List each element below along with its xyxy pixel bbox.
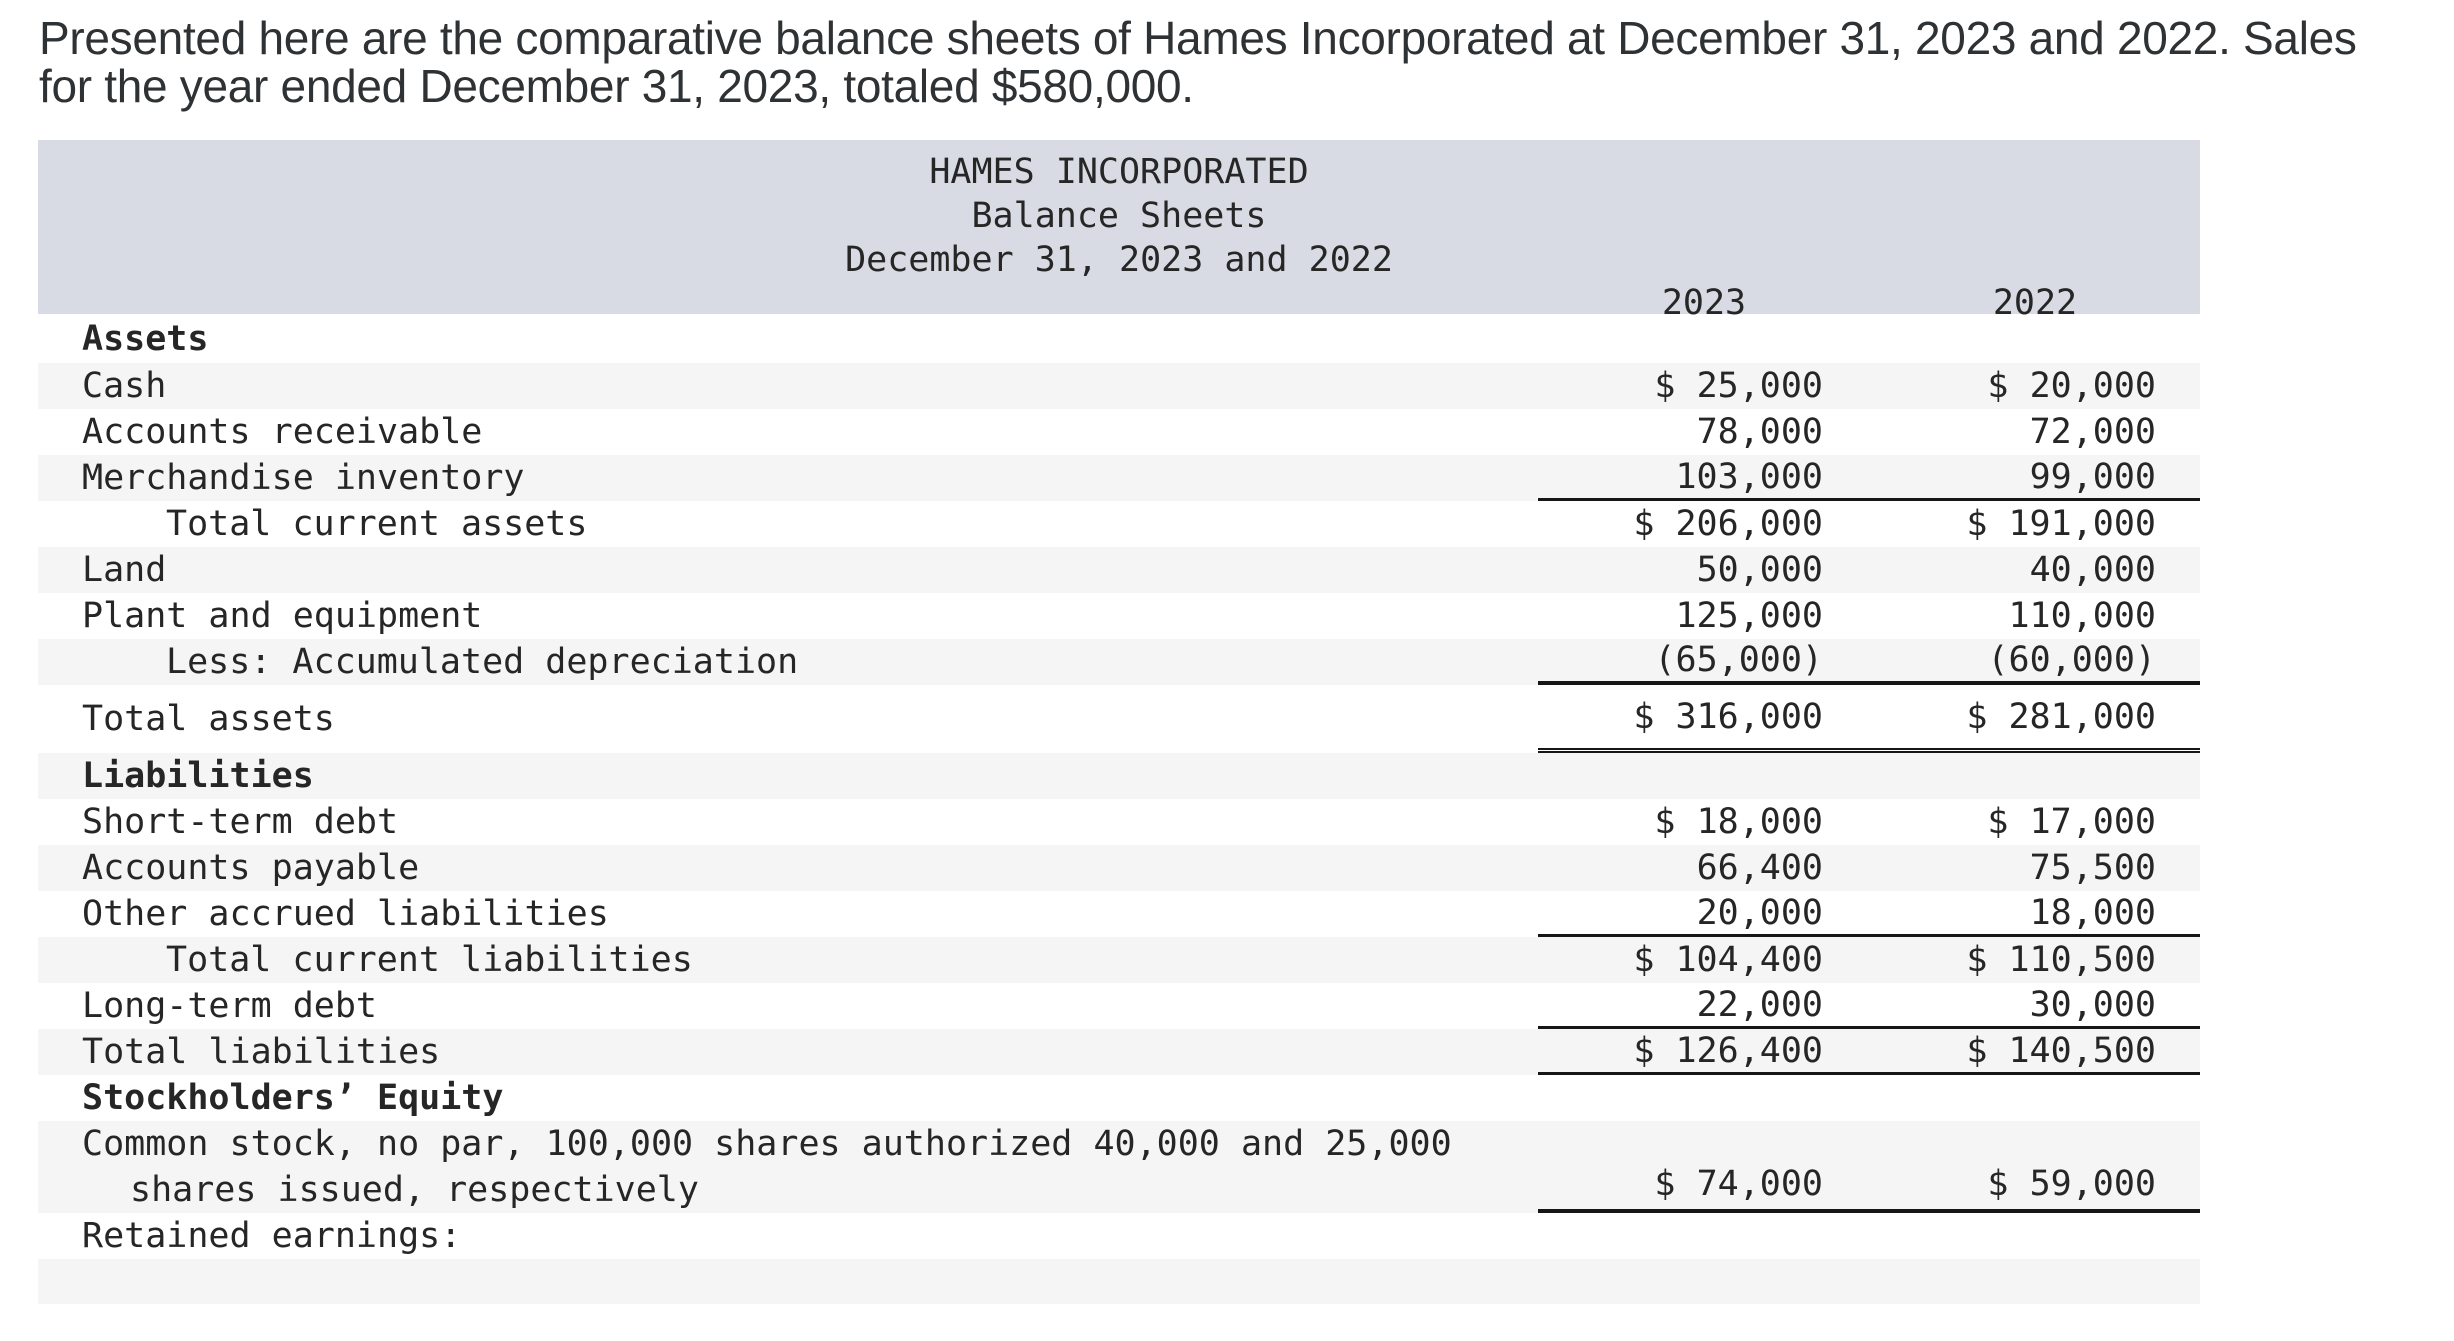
table-row-accumulated-depreciation: [38, 639, 2200, 685]
row-label: Other accrued liabilities: [82, 894, 609, 934]
year-column-header-2022: 2022: [1992, 283, 2078, 323]
row-label: Total current assets: [166, 504, 588, 544]
value-2022: [1870, 1213, 2200, 1259]
row-label: Stockholders’ Equity: [82, 1078, 504, 1118]
value-2022: $ 20,000: [1987, 366, 2156, 406]
value-2022: 18,000: [1870, 891, 2200, 937]
value-2023: [1538, 314, 1870, 363]
table-row-section-stockholders-equity: [38, 1075, 2200, 1121]
row-label: [38, 1121, 1538, 1213]
value-2023: $ 206,000: [1633, 504, 1823, 544]
table-row-short-term-debt: [38, 799, 2200, 845]
value-2023: $ 316,000: [1538, 685, 1870, 753]
table-row-section-liabilities: [38, 753, 2200, 799]
table-row-merchandise-inventory: [38, 455, 2200, 501]
statement-subtitle: Balance Sheets: [971, 196, 1267, 236]
row-label: Liabilities: [82, 756, 314, 796]
value-2022: $ 59,000: [1870, 1121, 2200, 1213]
intro-line-1: Presented here are the comparative balance sheets of Hames Incorporated at December 31, 2023 and 2022. Sales: [39, 12, 2357, 64]
value-2023: (65,000): [1538, 639, 1870, 685]
table-row-long-term-debt: [38, 983, 2200, 1029]
table-row-plant-and-equipment: [38, 593, 2200, 639]
value-2022: 75,500: [2029, 848, 2156, 888]
value-2023: $ 74,000: [1538, 1121, 1870, 1213]
row-label: Merchandise inventory: [82, 458, 525, 498]
value-2022: $ 191,000: [1966, 504, 2156, 544]
year-column-header-2023: 2023: [1661, 283, 1747, 323]
common-stock-label-line-2: shares issued, respectively: [130, 1170, 699, 1210]
value-2022: [1870, 753, 2200, 799]
table-row-land: [38, 547, 2200, 593]
intro-line-2: for the year ended December 31, 2023, totaled $580,000.: [39, 60, 1194, 112]
table-row-total-liabilities: [38, 1029, 2200, 1075]
table-row-retained-earnings: [38, 1213, 2200, 1259]
table-row-accounts-payable: [38, 845, 2200, 891]
value-2023: $ 126,400: [1538, 1029, 1870, 1075]
row-label: Long-term debt: [82, 986, 378, 1026]
table-row-total-assets: [38, 685, 2200, 753]
value-2023: $ 25,000: [1654, 366, 1823, 406]
value-2023: 22,000: [1538, 983, 1870, 1029]
value-2022: $ 17,000: [1987, 802, 2156, 842]
value-2022: 72,000: [2029, 412, 2156, 452]
row-label: Accounts receivable: [82, 412, 483, 452]
value-2022: $ 110,500: [1966, 940, 2156, 980]
value-2023: 125,000: [1675, 596, 1823, 636]
statement-header: [38, 140, 2200, 323]
row-label: Retained earnings:: [82, 1216, 462, 1256]
value-2022: 30,000: [1870, 983, 2200, 1029]
intro-text: [39, 14, 2440, 110]
value-2023: $ 18,000: [1654, 802, 1823, 842]
row-label: [38, 1259, 1538, 1304]
value-2023: [1538, 1213, 1870, 1259]
value-2023: 103,000: [1538, 455, 1870, 501]
value-2023: [1538, 1259, 1870, 1304]
value-2022: 40,000: [2029, 550, 2156, 590]
row-label: Land: [82, 550, 167, 590]
value-2022: [1870, 314, 2200, 363]
value-2023: [1538, 753, 1870, 799]
table-row-total-current-assets: [38, 501, 2200, 547]
value-2022: $ 140,500: [1870, 1029, 2200, 1075]
table-row-section-assets: [38, 314, 2200, 363]
value-2023: 78,000: [1696, 412, 1823, 452]
row-label: Total assets: [82, 699, 335, 739]
table-row-accounts-receivable: [38, 409, 2200, 455]
value-2022: $ 281,000: [1870, 685, 2200, 753]
row-label: Total current liabilities: [166, 940, 693, 980]
value-2022: [1870, 1259, 2200, 1304]
row-label: Cash: [82, 366, 167, 406]
row-label: Total liabilities: [82, 1032, 441, 1072]
table-row-total-current-liabilities: [38, 937, 2200, 983]
table-row-other-accrued-liabilities: [38, 891, 2200, 937]
value-2023: $ 104,400: [1633, 940, 1823, 980]
table-row-cash: [38, 363, 2200, 409]
value-2022: [1870, 1075, 2200, 1121]
row-label: Less: Accumulated depreciation: [166, 642, 799, 682]
row-label: Short-term debt: [82, 802, 399, 842]
value-2022: 110,000: [2008, 596, 2156, 636]
table-row-clipped: [38, 1259, 2200, 1304]
statement-date-line: December 31, 2023 and 2022: [845, 240, 1393, 280]
statement-title: HAMES INCORPORATED: [929, 152, 1309, 192]
value-2023: 66,400: [1696, 848, 1823, 888]
common-stock-label-line-1: Common stock, no par, 100,000 shares authorized 40,000 and 25,000: [82, 1124, 1452, 1164]
value-2022: (60,000): [1870, 639, 2200, 685]
row-label: Assets: [82, 318, 209, 359]
row-label: Plant and equipment: [82, 596, 483, 636]
value-2023: 50,000: [1696, 550, 1823, 590]
value-2023: [1538, 1075, 1870, 1121]
row-label: Accounts payable: [82, 848, 420, 888]
value-2022: 99,000: [1870, 455, 2200, 501]
table-row-common-stock: [38, 1121, 2200, 1213]
balance-sheet-table: [38, 140, 2200, 1304]
value-2023: 20,000: [1538, 891, 1870, 937]
